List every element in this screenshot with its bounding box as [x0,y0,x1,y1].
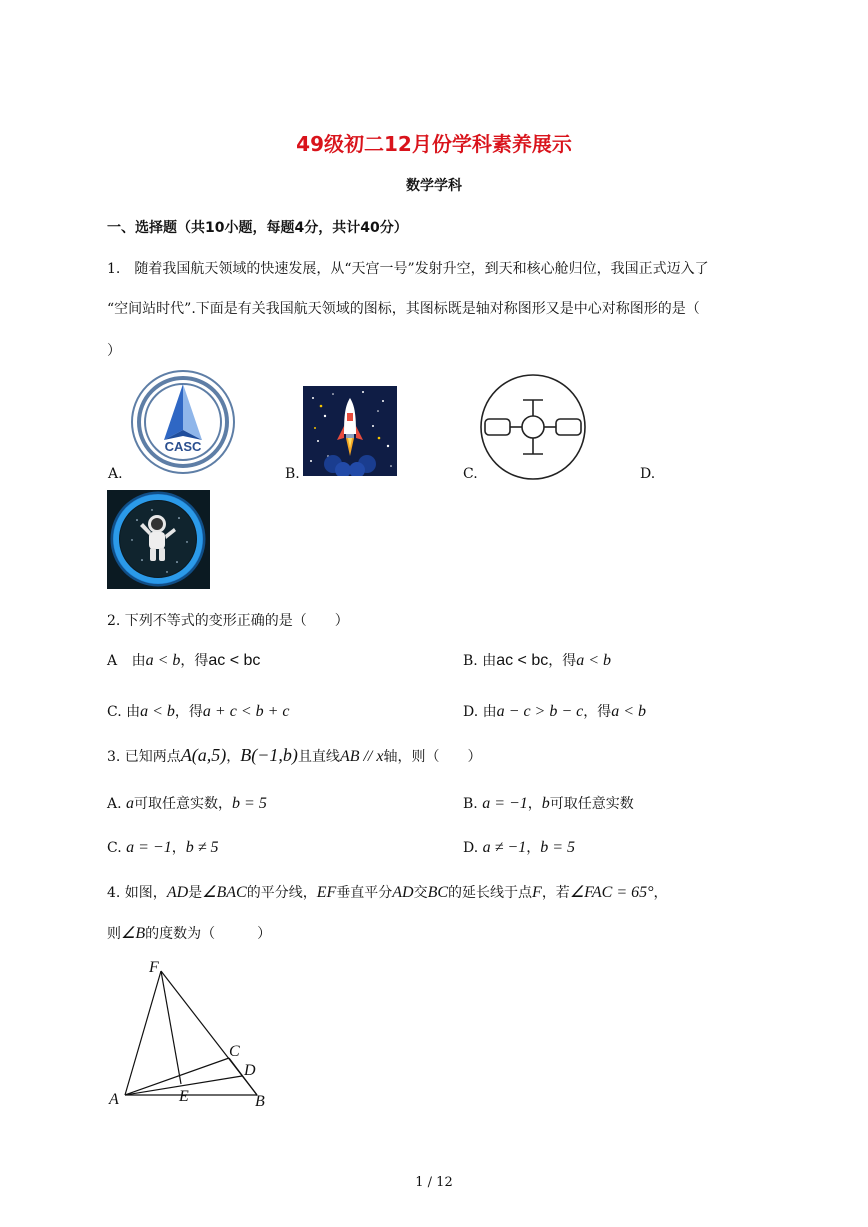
casc-logo-image [130,370,236,474]
q4-stem-line1 [107,882,668,902]
label-e: E [179,1088,189,1105]
q4-text8: ， [653,885,668,901]
q2-a-math1: a < b [145,652,181,669]
label-a: A [109,1091,119,1108]
q4-math-ad: AD [166,884,189,901]
q2-c-math1: a < b [140,703,175,720]
q2-d-text2: ，得 [583,704,612,720]
q2-b-math1: ac < bc [496,652,549,669]
q3-a-math2: b = 5 [232,795,267,812]
astronaut-image [107,490,210,589]
q2-b-math2: a < b [576,652,612,669]
label-f: F [149,959,159,976]
q3-b-math2: b [541,795,550,812]
q4-text3: 的平分线， [246,885,317,901]
triangle-figure [105,955,275,1115]
q2-c-math2: a + c < b + c [202,703,290,720]
q4-text6: 的延长线于点 [448,885,533,901]
q3-d-label: D. [463,840,479,856]
q3-text2: 且直线 [297,749,340,765]
q3-option-b [463,793,634,813]
label-c: C [229,1043,240,1060]
label-d: D [244,1062,256,1079]
q2-stem: 2. 下列不等式的变形正确的是（ ） [107,613,349,629]
q3-b-text2: 可取任意实数 [549,796,634,812]
subject-subtitle: 数学学科 [406,178,462,194]
q3-option-c [107,837,219,857]
q3-stem [107,745,481,766]
casc-logo-text: CASC [164,439,202,454]
q3-a-label: A. [107,796,122,812]
q4-line2-text2: 的度数为（ ） [145,926,272,942]
q4-text2: 是 [188,885,203,901]
q1-line1: 1. 随着我国航天领域的快速发展，从“天宫一号”发射升空，到天和核心舱归位，我国正式迈入了 [107,261,709,277]
q2-b-text2: ，得 [548,653,577,669]
q4-text1: 4. 如图， [107,885,167,901]
q2-option-c [107,701,290,721]
q2-a-text1: 由 [131,653,146,669]
q3-a-math1: a [126,795,135,812]
q4-math-ef: EF [316,884,337,901]
rocket-image [303,386,397,476]
q2-a-label: A [107,653,118,669]
q3-c-label: C. [107,840,122,856]
q1-option-c: C. [463,466,478,482]
q2-option-b [463,650,611,670]
q3-b-text1: ， [527,796,542,812]
q2-d-math2: a < b [611,703,647,720]
q2-d-math1: a − c > b − c [496,703,584,720]
q3-point-b: B(−1,b) [240,745,298,765]
q4-math-f: F [532,884,542,901]
q4-stem-line2 [107,923,271,943]
q2-c-label: C. 由 [107,704,141,720]
q1-line2: “空间站时代”.下面是有关我国航天领域的图标，其图标既是轴对称图形又是中心对称图形的是（ [107,301,700,317]
page-number: 1 / 12 [415,1175,453,1190]
q1-line3: ） [107,343,121,359]
q3-d-text1: ， [526,840,541,856]
q4-line2-text1: 则 [107,926,121,942]
q2-c-text2: ，得 [174,704,203,720]
q3-option-a [107,793,267,813]
q3-d-math2: b = 5 [540,839,576,856]
q4-math-angle-fac: ∠FAC = 65° [569,884,654,901]
label-b: B [255,1093,265,1110]
q3-b-math1: a = −1 [482,795,528,812]
q3-line-ab: AB // x [339,748,384,765]
section-heading: 一、选择题（共10小题，每题4分，共计40分） [107,220,408,236]
q3-text1: 3. 已知两点 [107,749,181,765]
q3-c-math2: b ≠ 5 [185,839,219,856]
q3-c-math1: a = −1 [126,839,172,856]
q1-option-d: D. [640,466,656,482]
q2-a-math2: ac < bc [208,652,261,669]
q3-point-a: A(a,5) [180,745,227,765]
q3-b-label: B. [463,796,478,812]
q4-math-ad2: AD [392,884,414,901]
q2-option-a [107,650,260,670]
q3-option-d [463,837,575,857]
q3-a-text1: 可取任意实数， [134,796,233,812]
q3-comma: ， [226,749,241,765]
q1-option-b: B. [285,466,300,482]
q3-text3: 轴，则（ ） [383,749,482,765]
q4-text5: 交 [413,885,428,901]
q4-text4: 垂直平分 [336,885,393,901]
q3-d-math1: a ≠ −1 [482,839,527,856]
q2-a-text2: ，得 [180,653,209,669]
q3-c-text1: ， [171,840,186,856]
q2-option-d [463,701,646,721]
q2-b-label: B. 由 [463,653,497,669]
q2-d-label: D. 由 [463,704,497,720]
q1-option-a: A. [108,466,123,482]
q4-line2-math: ∠B [121,925,146,942]
satellite-diagram-image [479,373,587,481]
page-title: 49级初二12月份学科素养展示 [296,132,572,156]
q4-text7: ，若 [541,885,570,901]
q4-math-bc: BC [427,884,449,901]
q4-math-angle-bac: ∠BAC [202,884,247,901]
